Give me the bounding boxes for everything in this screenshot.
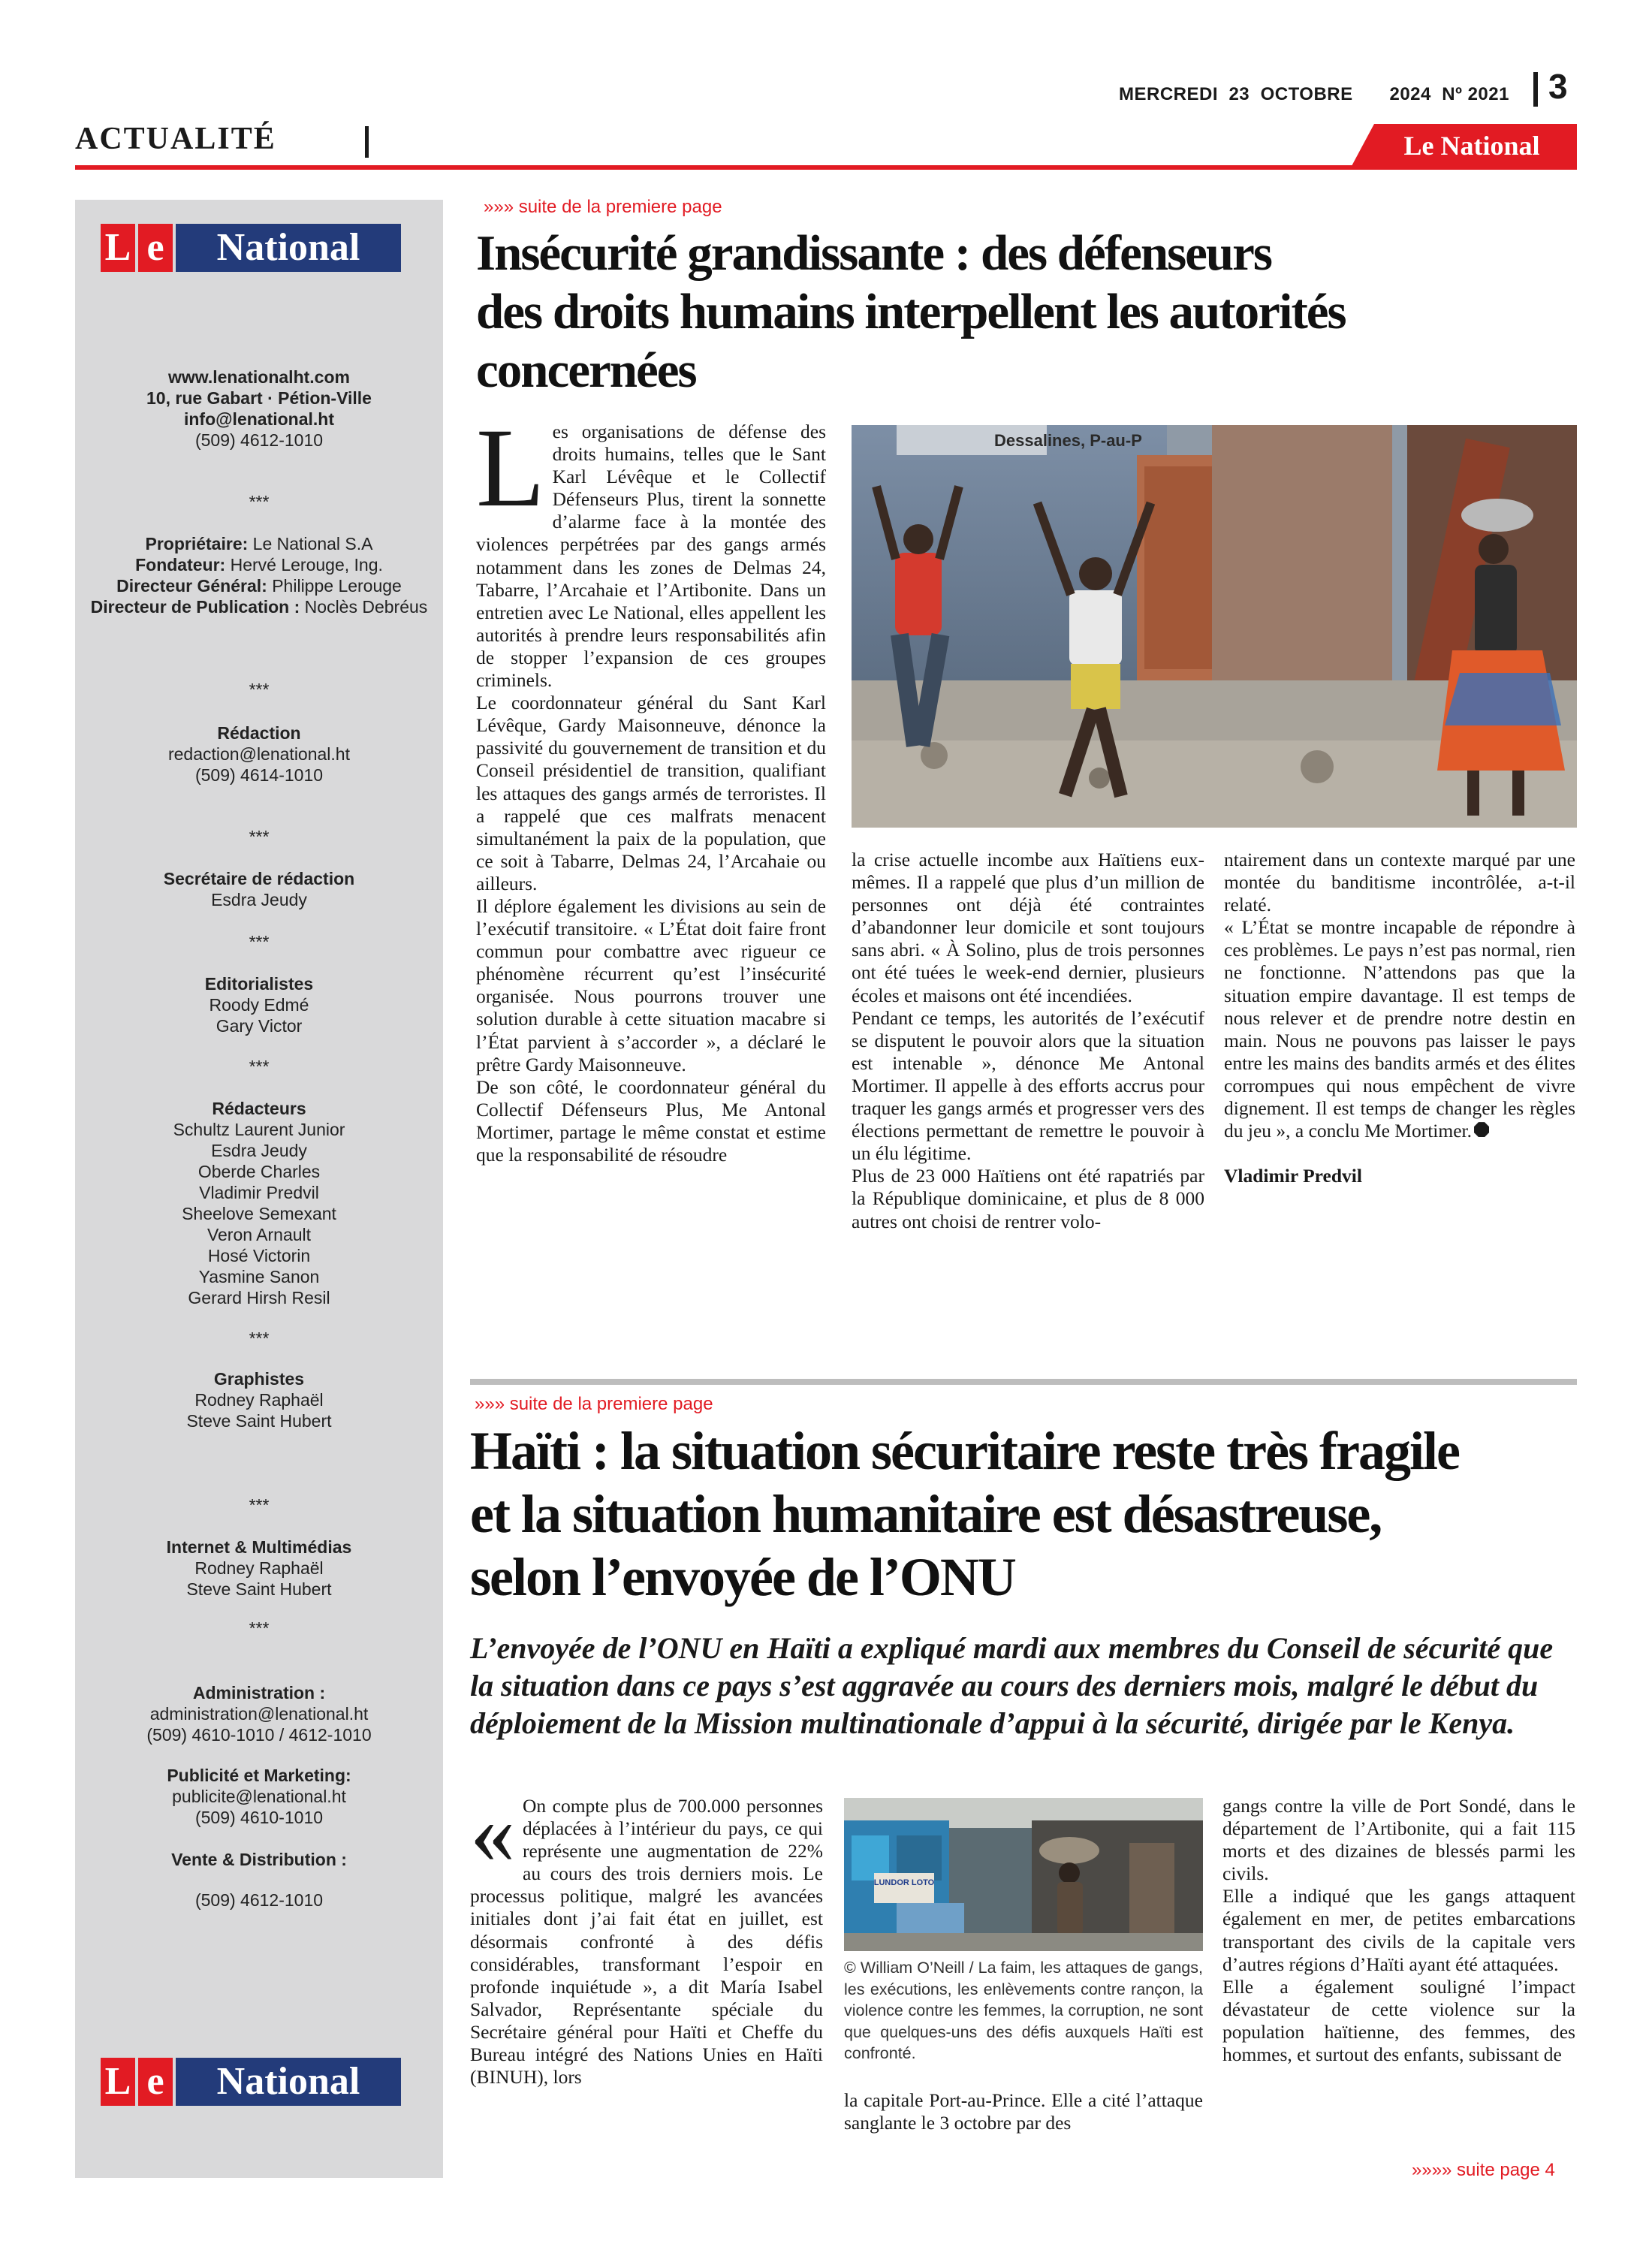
separator-stars: *** — [249, 492, 270, 511]
article1-column-2 — [852, 849, 1204, 1233]
date-month: OCTOBRE — [1260, 84, 1353, 104]
article1-paragraph: es organisations de défense des droits humains, telles que le Sant Karl Lévêque et le Collectif Défenseurs Plus, tirent la sonnette d’alarme face à la montée des violences perpétrées par des gangs armés notamment dans les zones de Delmas 24, Tabarre, l’Arcahaie et l’Artibonite. Dans un entretien avec Le National, elles appellent les autorités à prendre leurs responsabilités afin de stopper l’expansion de ces groupes criminels. — [476, 421, 826, 692]
separator-stars: *** — [249, 827, 270, 846]
photo-sign-text: LUNDOR LOTO — [873, 1878, 935, 1887]
article1-title-line: des droits humains interpellent les autorités — [476, 284, 1346, 339]
website-link[interactable]: www.lenationalht.com — [168, 367, 350, 387]
writer: Oberde Charles — [197, 1162, 321, 1181]
page-number: 3 — [1548, 67, 1568, 106]
writer: Hosé Victorin — [207, 1246, 311, 1265]
writers-label: Rédacteurs — [212, 1099, 306, 1118]
ads-phone: (509) 4610-1010 — [194, 1808, 324, 1827]
article1-title — [476, 224, 1580, 400]
internet-label: Internet & Multimédias — [166, 1537, 352, 1557]
article2-kicker[interactable]: »»» suite de la premiere page — [475, 1394, 713, 1414]
article2-paragraph: On compte plus de 700.000 personnes déplacées à l’intérieur du pays, ce qui représente une augmentation de 22% au cours des trois derniers mois. Le processus politique, malgré les avancées initiales dont j’ai fait état en juillet, est désormais confronté à des défis considérables, transformant l’espoir en profonde inquiétude », a dit María Isabel Salvador, Représentante spéciale du Secrétaire général pour Haïti et Cheffe du Bureau intégré des Nations Unies en Haïti (BINUH), lors — [470, 1795, 823, 2089]
logo-letter-l: L — [101, 224, 135, 272]
publication-director-label: Directeur de Publication : — [90, 597, 300, 617]
separator-stars: *** — [249, 1495, 270, 1515]
article1-photo — [852, 425, 1577, 828]
logo-letter-l: L — [101, 2058, 135, 2106]
article1-title-line: Insécurité grandissante : des défenseurs — [476, 225, 1271, 281]
sales-label: Vente & Distribution : — [171, 1850, 347, 1869]
ads-block — [75, 1765, 443, 1828]
graphist: Rodney Raphaël — [194, 1390, 324, 1410]
admin-email[interactable]: administration@lenational.ht — [149, 1704, 369, 1724]
header-divider — [1533, 72, 1538, 107]
article1-paragraph: Pendant ce temps, les autorités de l’exécutif se disputent le pouvoir alors que la situation est intenable », dénonce Me Antonal Mortimer. Il appelle à des efforts accrus pour traquer les gangs armés et progresser vers des élections permettant de remettre le pouvoir à un élu légitime. — [852, 1006, 1204, 1165]
date-day: 23 — [1228, 84, 1250, 104]
writer: Sheelove Semexant — [182, 1204, 336, 1223]
separator-stars: *** — [249, 1329, 270, 1348]
issue-number: Nº 2021 — [1442, 84, 1509, 104]
article1-paragraph: Le coordonnateur général du Sant Karl Lévêque, Gardy Maisonneuve, dénonce la passivité du gouvernement de transition et du Conseil présidentiel de transition, qualifiant les attaques des gangs armés de terroristes. Il a rappelé que ces malfrats menacent simultanément la paix de la population, que ce soit à Tabarre, Delmas 24, l’Arcahaie ou ailleurs. — [476, 692, 826, 894]
article1-paragraph: Plus de 23 000 Haïtiens ont été rapatriés par la République dominicaine, et plus de 8 000 autres ont choisi de rentrer volo- — [852, 1165, 1204, 1232]
date-year: 2024 — [1389, 84, 1431, 104]
graphists-label: Graphistes — [213, 1369, 305, 1389]
article-divider — [470, 1379, 1577, 1385]
redaction-phone: (509) 4614-1010 — [194, 765, 324, 785]
article1-column-1 — [476, 406, 826, 1166]
separator-stars: *** — [249, 680, 270, 699]
graphist: Steve Saint Hubert — [186, 1411, 332, 1431]
logo-letter-e: e — [138, 224, 173, 272]
founder: Hervé Lerouge, Ing. — [225, 555, 383, 575]
article1-paragraph: la crise actuelle incombe aux Haïtiens eux-mêmes. Il a rappelé que plus d’un million de personnes ont déjà été contraintes d’abandonner leur domicile et sont toujours sans abri. « À Solino, plus de trois personnes ont été tuées le week-end dernier, plusieurs écoles et maisons ont été incendiées. — [852, 849, 1204, 1006]
article1-paragraph: Il déplore également les divisions au sein de l’exécutif transitoire. « L’État doit faire front commun pour combattre avec rigueur ce phénomène récurrent qu’est l’insécurité organisée. Nous pourrons trouver une solution durable à cette situation macabre si l’État parvient à s’accorder », a déclaré le prêtre Gardy Maisonneuve. — [476, 894, 826, 1075]
address: 10, rue Gabart · Pétion-Ville — [146, 388, 372, 408]
date-weekday: MERCREDI — [1119, 84, 1219, 104]
contact-block — [75, 366, 443, 451]
article1-column-3 — [1224, 849, 1575, 1187]
section-divider — [365, 126, 369, 158]
article1-paragraph: « L’État se montre incapable de répondre à ces problèmes. Le pays n’est pas normal, rien ne fonctionne. N’attendons pas que la situation empire davantage. Il est temps de nous relever et de prendre notre destin en main. Nous ne pouvons pas laisser le pays entre les mains des bandits armés et des élites corrompues qui nous empêchent de vivre dignement. Il est temps de changer les règles du jeu », a conclu Me Mortimer. — [1224, 916, 1575, 1142]
article2-title — [470, 1419, 1577, 1609]
article2-column-1 — [470, 1782, 823, 2089]
secretary-label: Secrétaire de rédaction — [163, 869, 355, 888]
masthead-logo — [101, 224, 401, 272]
separator-stars: *** — [249, 1057, 270, 1076]
administration-block — [75, 1682, 443, 1745]
article2-quote-mark: « — [470, 1782, 515, 1882]
redaction-email[interactable]: redaction@lenational.ht — [167, 744, 350, 764]
article2-paragraph: Elle a également souligné l’impact dévastateur de cette violence sur la population haïtienne, des femmes, des hommes, et surtout des enfants, subissant de — [1222, 1975, 1575, 2066]
article2-title-line: et la situation humanitaire est désastreuse, — [470, 1484, 1382, 1544]
sales-phone: (509) 4612-1010 — [194, 1890, 324, 1910]
end-mark-icon — [1474, 1122, 1489, 1137]
article2-column-3 — [1222, 1795, 1575, 2066]
writers-block — [75, 1098, 443, 1308]
article1-paragraph: De son côté, le coordonnateur général du Collectif Défenseurs Plus, Me Antonal Mortimer, partage le même constat et estime que la responsabilité de résoudre — [476, 1075, 826, 1166]
ownership-block — [75, 533, 443, 617]
owner-label: Propriétaire: — [145, 534, 249, 553]
editorialist: Gary Victor — [216, 1016, 303, 1036]
article2-paragraph: la capitale Port-au-Prince. Elle a cité l’attaque sanglante le 3 octobre par des — [844, 2089, 1203, 2134]
editorialist: Roody Edmé — [209, 995, 309, 1015]
graphists-block — [75, 1368, 443, 1431]
article2-photo-caption: © William O’Neill / La faim, les attaques de gangs, les exécutions, les enlèvements contre rançon, la violence contre les femmes, la corruption, ne sont que quelques-uns des défis auxquels Haïti est confronté. — [844, 1959, 1203, 2062]
writer: Vladimir Predvil — [199, 1183, 319, 1202]
separator-stars: *** — [249, 932, 270, 952]
writer: Esdra Jeudy — [211, 1141, 307, 1160]
redaction-label: Rédaction — [217, 723, 301, 743]
separator-stars: *** — [249, 1618, 270, 1638]
publication-director: Noclès Debréus — [300, 597, 428, 617]
article2-column-2 — [844, 2089, 1203, 2134]
article1-kicker[interactable]: »»» suite de la premiere page — [484, 197, 722, 217]
ads-email[interactable]: publicite@lenational.ht — [172, 1787, 346, 1806]
director: Philippe Lerouge — [267, 576, 402, 596]
article1-dropcap: L — [476, 406, 545, 530]
internet-member: Steve Saint Hubert — [186, 1579, 332, 1599]
editorialists-block — [75, 973, 443, 1036]
article1-title-line: concernées — [476, 342, 696, 398]
ads-label: Publicité et Marketing: — [167, 1766, 351, 1785]
section-title: ACTUALITÉ — [75, 122, 276, 156]
writer: Veron Arnault — [206, 1225, 312, 1244]
article2-title-line: Haïti : la situation sécuritaire reste très fragile — [470, 1421, 1459, 1481]
article2-photo — [844, 1798, 1203, 1951]
writer: Gerard Hirsh Resil — [188, 1288, 330, 1307]
internet-block — [75, 1537, 443, 1600]
brand-tab-label: Le National — [1403, 131, 1540, 161]
redaction-block — [75, 722, 443, 786]
continued-link[interactable]: »»»» suite page 4 — [1412, 2160, 1555, 2180]
article2-paragraph: gangs contre la ville de Port Sondé, dans le département de l’Artibonite, qui a fait 115 morts et des dizaines de blessés parmi les civils. — [1222, 1795, 1575, 1885]
internet-member: Rodney Raphaël — [194, 1558, 324, 1578]
article2-lede: L’envoyée de l’ONU en Haïti a expliqué mardi aux membres du Conseil de sécurité que la situation dans ce pays s’est aggravée au cours des derniers mois, malgré le début du déploiement de la Mission multinationale d’appui à la sécurité, dirigée par le Kenya. — [470, 1631, 1554, 1740]
phone: (509) 4612-1010 — [194, 430, 324, 450]
article1-author: Vladimir Predvil — [1224, 1165, 1362, 1187]
footer-logo — [101, 2058, 401, 2106]
director-label: Directeur Général: — [116, 576, 267, 596]
sales-block — [75, 1849, 443, 1911]
admin-phone: (509) 4610-1010 / 4612-1010 — [146, 1725, 372, 1745]
article2-paragraph: Elle a indiqué que les gangs attaquent également en mer, de petites embarcations transportant des civils de la capitale vers d’autres régions d’Haïti ayant été attaquées. — [1222, 1885, 1575, 1975]
secretary-block — [75, 868, 443, 910]
photo-sign-text: Dessalines, P-au-P — [994, 431, 1142, 450]
secretary: Esdra Jeudy — [211, 890, 307, 909]
editorialists-label: Editorialistes — [204, 974, 314, 994]
writer: Yasmine Sanon — [198, 1267, 320, 1286]
date-line — [1119, 84, 1509, 105]
writer: Schultz Laurent Junior — [173, 1120, 345, 1139]
admin-label: Administration : — [192, 1683, 326, 1703]
logo-letter-e: e — [138, 2058, 173, 2106]
owner: Le National S.A — [248, 534, 373, 553]
email-link[interactable]: info@lenational.ht — [183, 409, 335, 429]
header-rule — [75, 165, 1577, 170]
founder-label: Fondateur: — [135, 555, 226, 575]
article1-paragraph: ntairement dans un contexte marqué par une montée du banditisme incontrôlée, a-t-il relaté. — [1224, 849, 1575, 916]
article2-title-line: selon l’envoyée de l’ONU — [470, 1547, 1015, 1607]
logo-name: National — [176, 224, 401, 272]
logo-name: National — [176, 2058, 401, 2106]
